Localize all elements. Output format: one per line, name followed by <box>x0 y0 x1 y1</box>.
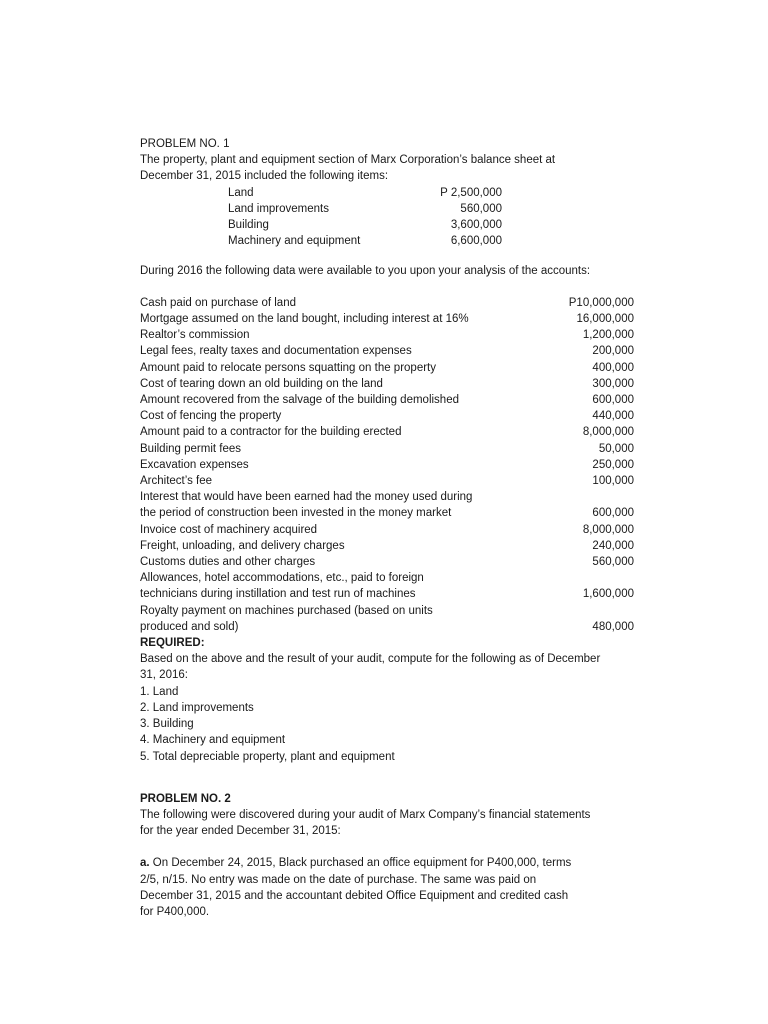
audit-data-row <box>140 554 634 570</box>
audit-data-description-line: Royalty payment on machines purchased (based on units <box>140 604 433 617</box>
problem2-intro-line: for the year ended December 31, 2015: <box>140 825 341 838</box>
balance-item <box>228 233 502 249</box>
audit-data-row <box>140 522 634 538</box>
audit-data-row <box>140 360 634 376</box>
audit-data-description <box>140 327 250 343</box>
audit-data-amount: 100,000 <box>592 475 634 488</box>
audit-data-list <box>140 295 640 635</box>
audit-data-row <box>140 343 634 359</box>
audit-data-row <box>140 538 634 554</box>
audit-data-description-line: Amount recovered from the salvage of the building demolished <box>140 394 459 407</box>
audit-data-description <box>140 376 383 392</box>
audit-data-row <box>140 489 634 521</box>
audit-data-description-line: Cost of tearing down an old building on the land <box>140 377 383 390</box>
audit-data-description <box>140 554 315 570</box>
item-a-line: December 31, 2015 and the accountant debited Office Equipment and credited cash <box>140 889 569 902</box>
problem2-title: PROBLEM NO. 2 <box>140 792 231 805</box>
required-item: 5. Total depreciable property, plant and equipment <box>140 750 395 763</box>
audit-data-row <box>140 603 634 635</box>
audit-data-amount: 300,000 <box>592 377 634 390</box>
audit-data-description-line: Excavation expenses <box>140 458 249 471</box>
audit-data-description-line: produced and sold) <box>140 620 239 633</box>
balance-item-amount: 6,600,000 <box>450 234 502 247</box>
audit-data-amount: 50,000 <box>598 442 634 455</box>
audit-data-row <box>140 441 634 457</box>
balance-item <box>228 185 502 201</box>
audit-data-description <box>140 538 345 554</box>
required-title: REQUIRED: <box>140 637 205 650</box>
audit-data-row <box>140 376 634 392</box>
problem2-intro-line: The following were discovered during your audit of Marx Company’s financial statements <box>140 808 591 821</box>
problem2-item-a <box>140 855 640 920</box>
balance-item-amount: 560,000 <box>460 202 502 215</box>
audit-data-description <box>140 603 433 635</box>
audit-data-description <box>140 473 212 489</box>
audit-data-row <box>140 570 634 602</box>
audit-data-amount: 600,000 <box>592 507 634 520</box>
audit-data-description-line: Legal fees, realty taxes and documentation expenses <box>140 345 412 358</box>
audit-data-description <box>140 295 296 311</box>
audit-data-description-line: Mortgage assumed on the land bought, including interest at 16% <box>140 313 469 326</box>
balance-sheet-items <box>228 185 502 249</box>
balance-item-label: Building <box>228 218 269 231</box>
audit-data-row <box>140 392 634 408</box>
required-item: 1. Land <box>140 685 179 698</box>
audit-data-row <box>140 408 634 424</box>
problem1-intro <box>140 152 640 184</box>
audit-data-amount: 1,600,000 <box>582 588 634 601</box>
problem2-intro <box>140 807 640 839</box>
item-a-line: 2/5, n/15. No entry was made on the date of purchase. The same was paid on <box>140 873 537 886</box>
audit-data-description-line: technicians during instillation and test run of machines <box>140 588 416 601</box>
audit-data-amount: 240,000 <box>592 539 634 552</box>
required-list <box>140 684 640 765</box>
document-body <box>140 136 640 920</box>
required-intro-line: 31, 2016: <box>140 669 188 682</box>
audit-data-description <box>140 408 281 424</box>
audit-data-row <box>140 424 634 440</box>
audit-data-description <box>140 441 241 457</box>
balance-item-label: Machinery and equipment <box>228 234 361 247</box>
balance-item-amount: P 2,500,000 <box>440 186 502 199</box>
audit-data-description <box>140 570 424 602</box>
audit-data-row <box>140 311 634 327</box>
audit-data-description-line: Interest that would have been earned had the money used during <box>140 491 473 504</box>
audit-data-description-line: Customs duties and other charges <box>140 556 316 569</box>
audit-data-amount: 400,000 <box>592 361 634 374</box>
audit-data-description <box>140 360 436 376</box>
audit-data-description <box>140 457 249 473</box>
audit-data-amount: 480,000 <box>592 620 634 633</box>
item-a-line: for P400,000. <box>140 905 210 918</box>
audit-data-amount: 200,000 <box>592 345 634 358</box>
audit-data-description-line: Allowances, hotel accommodations, etc., paid to foreign <box>140 572 424 585</box>
audit-data-amount: 16,000,000 <box>576 313 634 326</box>
audit-data-amount: 1,200,000 <box>582 329 634 342</box>
audit-data-amount: 600,000 <box>592 394 634 407</box>
audit-data-amount: 560,000 <box>592 556 634 569</box>
balance-item-label: Land improvements <box>228 202 329 215</box>
required-item: 3. Building <box>140 718 194 731</box>
audit-data-description-line: the period of construction been invested in the money market <box>140 507 452 520</box>
balance-item <box>228 201 502 217</box>
audit-data-row <box>140 327 634 343</box>
audit-data-description <box>140 424 401 440</box>
audit-data-description <box>140 343 412 359</box>
audit-data-description-line: Cost of fencing the property <box>140 410 282 423</box>
audit-data-description-line: Realtor’s commission <box>140 329 250 342</box>
audit-data-description <box>140 392 459 408</box>
audit-data-description-line: Building permit fees <box>140 442 241 455</box>
during-text: During 2016 the following data were available to you upon your analysis of the accounts: <box>140 264 591 277</box>
audit-data-row <box>140 295 634 311</box>
audit-data-amount: 8,000,000 <box>582 523 634 536</box>
audit-data-description-line: Cash paid on purchase of land <box>140 296 296 309</box>
audit-data-row <box>140 457 634 473</box>
audit-data-amount: 440,000 <box>592 410 634 423</box>
balance-item <box>228 217 502 233</box>
audit-data-description-line: Invoice cost of machinery acquired <box>140 523 318 536</box>
audit-data-description-line: Freight, unloading, and delivery charges <box>140 539 345 552</box>
audit-data-amount: 8,000,000 <box>582 426 634 439</box>
audit-data-description <box>140 522 317 538</box>
item-a-line <box>140 855 640 871</box>
audit-data-amount: P10,000,000 <box>568 296 634 309</box>
audit-data-description-line: Architect’s fee <box>140 475 213 488</box>
required-intro <box>140 651 640 683</box>
audit-data-amount: 250,000 <box>592 458 634 471</box>
problem1-intro-line: The property, plant and equipment section of Marx Corporation’s balance sheet at <box>140 154 556 167</box>
audit-data-description <box>140 489 472 521</box>
required-item: 4. Machinery and equipment <box>140 734 286 747</box>
item-a-text: On December 24, 2015, Black purchased an office equipment for P400,000, terms <box>149 857 572 870</box>
audit-data-description <box>140 311 469 327</box>
audit-data-description-line: Amount paid to relocate persons squatting on the property <box>140 361 436 374</box>
problem1-title: PROBLEM NO. 1 <box>140 138 230 150</box>
balance-item-label: Land <box>228 186 254 199</box>
problem1-intro-line: December 31, 2015 included the following items: <box>140 170 389 183</box>
audit-data-row <box>140 473 634 489</box>
balance-item-amount: 3,600,000 <box>450 218 502 231</box>
required-item: 2. Land improvements <box>140 701 254 714</box>
required-intro-line: Based on the above and the result of your audit, compute for the following as of December <box>140 653 601 666</box>
audit-data-description-line: Amount paid to a contractor for the building erected <box>140 426 402 439</box>
item-a-label: a. <box>140 857 150 870</box>
